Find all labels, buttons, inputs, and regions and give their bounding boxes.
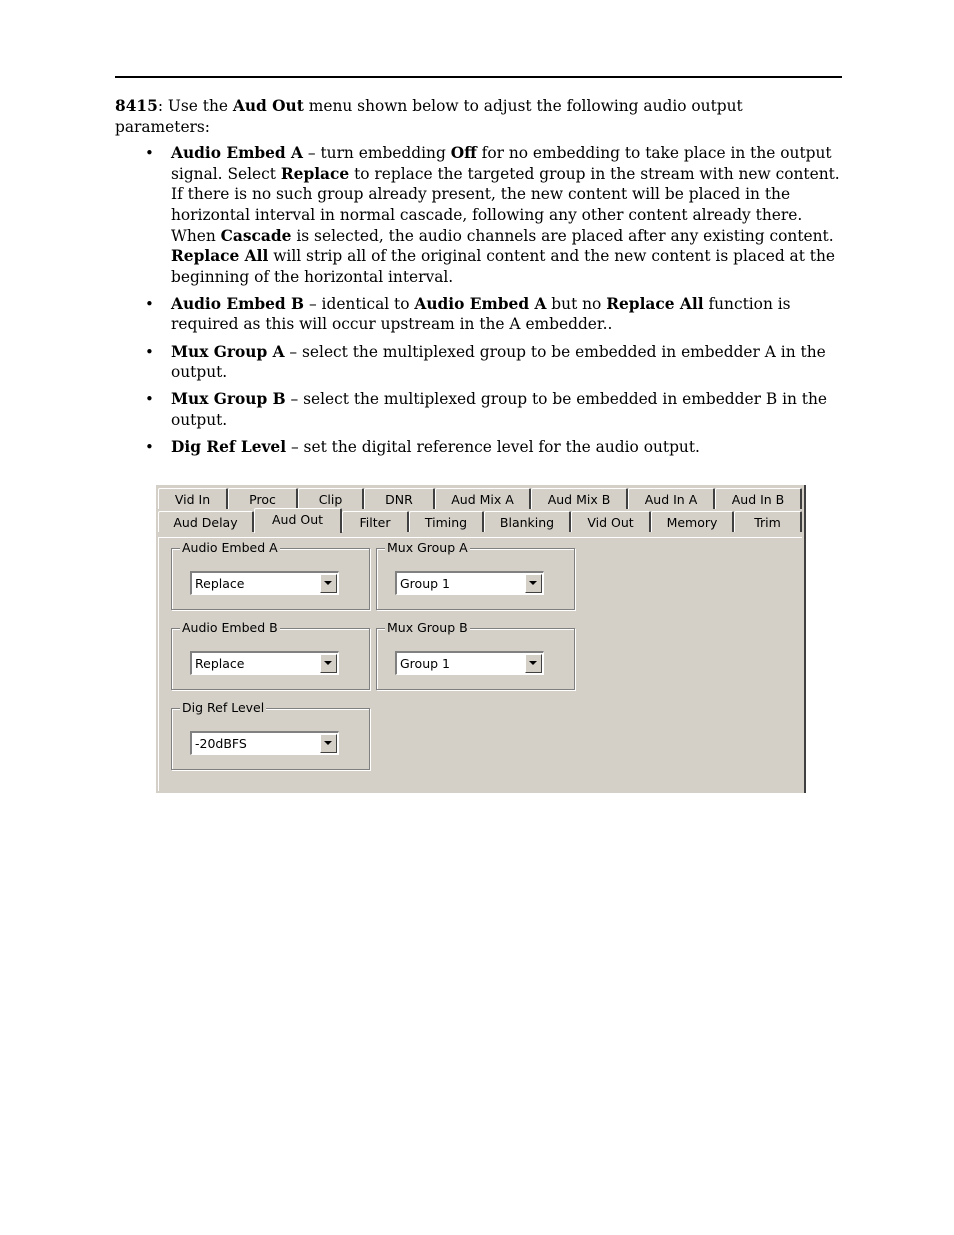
audio-embed-a-group [171,540,370,610]
mux-group-b-group [376,620,575,690]
tab-aud-delay[interactable]: Aud Delay [158,511,254,532]
mux-group-b-select[interactable]: Group 1 [395,651,544,675]
list-item: • Dig Ref Level – set the digital reference level for the audio output. [145,437,700,456]
tab-dnr[interactable]: DNR [364,488,435,509]
bullet-icon: • [145,294,154,313]
mux-group-b-label: Mux Group B [387,620,468,635]
audio-embed-a-label: Audio Embed A [182,540,278,555]
tab-aud-in-b[interactable]: Aud In B [715,488,802,509]
audio-embed-a-select[interactable]: Replace [190,571,339,595]
tab-blanking[interactable]: Blanking [484,511,571,532]
chevron-down-icon[interactable] [320,734,337,753]
parameter-list [115,143,842,457]
tab-filter[interactable]: Filter [342,511,409,532]
bullet-icon: • [145,390,154,409]
document-body [115,96,842,464]
chevron-down-icon[interactable] [525,574,542,593]
tab-vid-in[interactable]: Vid In [158,488,228,509]
tab-timing[interactable]: Timing [409,511,484,532]
dig-ref-level-select[interactable]: -20dBFS [190,731,339,755]
audio-embed-b-group [171,620,370,690]
mux-group-a-group [376,540,575,610]
dig-ref-level-group [171,700,370,770]
tab-clip[interactable]: Clip [298,488,364,509]
list-item: • Mux Group B – select the multiplexed group to be embedded in embedder B in the output. [145,390,828,429]
tab-memory[interactable]: Memory [651,511,734,532]
chevron-down-icon[interactable] [525,654,542,673]
intro-paragraph: 8415: Use the Aud Out menu shown below to adjust the following audio output parameters: [115,97,743,136]
mux-group-a-label: Mux Group A [387,540,468,555]
tab-aud-out[interactable]: Aud Out [254,508,342,533]
mux-group-a-select[interactable]: Group 1 [395,571,544,595]
dig-ref-level-label: Dig Ref Level [182,700,265,715]
list-item: • Audio Embed A – turn embedding Off for no embedding to take place in the output signal. Select Replace to replace the targeted group in the stream with new content. If there is no such group already present, the new content will be placed in the horizontal interval in normal cascade, following any other content already there. When Cascade is selected, the audio channels are placed after any existing content. Replace All will strip all of the original content and the new content is placed at the beginning of the horizontal interval. [145,144,840,286]
chevron-down-icon[interactable] [320,654,337,673]
chevron-down-icon[interactable] [320,574,337,593]
tab-vid-out[interactable]: Vid Out [571,511,651,532]
bullet-icon: • [145,437,154,456]
aud-out-dialog [156,485,806,793]
audio-embed-b-label: Audio Embed B [182,620,278,635]
list-item: • Mux Group A – select the multiplexed group to be embedded in embedder A in the output. [145,342,826,382]
audio-embed-b-select[interactable]: Replace [190,651,339,675]
tab-proc[interactable]: Proc [228,488,298,509]
list-item: • Audio Embed B – identical to Audio Embed A but no Replace All function is required as this will occur upstream in the A embedder.. [145,294,791,334]
tab-aud-in-a[interactable]: Aud In A [628,488,715,509]
bullet-icon: • [145,342,154,361]
tab-trim[interactable]: Trim [734,511,802,532]
tab-aud-mix-b[interactable]: Aud Mix B [531,488,628,509]
header-rule [115,76,842,78]
aud-out-panel [158,537,802,791]
bullet-icon: • [145,144,154,163]
tab-aud-mix-a[interactable]: Aud Mix A [435,488,531,509]
